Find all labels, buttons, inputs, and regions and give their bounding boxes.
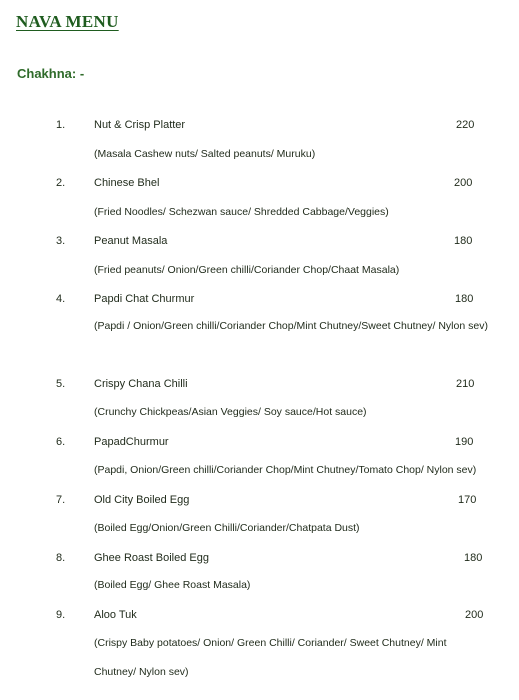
item-3-name: Peanut Masala <box>94 235 168 247</box>
item-9-price: 200 <box>465 609 484 621</box>
item-1-name: Nut & Crisp Platter <box>94 119 186 131</box>
item-5-name: Crispy Chana Chilli <box>94 378 188 390</box>
item-6-number: 6. <box>56 436 66 448</box>
item-5-number: 5. <box>56 378 66 390</box>
item-5-price: 210 <box>456 378 475 390</box>
item-4-name: Papdi Chat Churmur <box>94 293 195 305</box>
item-2-description: (Fried Noodles/ Schezwan sauce/ Shredded Cabbage/Veggies) <box>94 206 389 218</box>
item-1-number: 1. <box>56 119 66 131</box>
item-7-description: (Boiled Egg/Onion/Green Chilli/Coriander/Chatpata Dust) <box>94 522 360 534</box>
item-2-price: 200 <box>454 177 473 189</box>
item-6-price: 190 <box>455 436 474 448</box>
item-2-name: Chinese Bhel <box>94 177 160 189</box>
item-8-name: Ghee Roast Boiled Egg <box>94 552 209 564</box>
item-2-number: 2. <box>56 177 66 189</box>
item-4-description: (Papdi / Onion/Green chilli/Coriander Chop/Mint Chutney/Sweet Chutney/ Nylon sev) <box>94 320 488 332</box>
item-6-description: (Papdi, Onion/Green chilli/Coriander Chop/Mint Chutney/Tomato Chop/ Nylon sev) <box>94 464 477 476</box>
section-title: Chakhna: - <box>17 66 85 81</box>
item-3-description: (Fried peanuts/ Onion/Green chilli/Coriander Chop/Chaat Masala) <box>94 264 400 276</box>
item-9-name: Aloo Tuk <box>94 609 137 621</box>
item-4-price: 180 <box>455 293 474 305</box>
item-3-price: 180 <box>454 235 473 247</box>
item-8-number: 8. <box>56 552 66 564</box>
item-8-description: (Boiled Egg/ Ghee Roast Masala) <box>94 579 251 591</box>
item-7-price: 170 <box>458 494 477 506</box>
item-9-number: 9. <box>56 609 66 621</box>
item-1-price: 220 <box>456 119 475 131</box>
item-5-description: (Crunchy Chickpeas/Asian Veggies/ Soy sauce/Hot sauce) <box>94 406 367 418</box>
menu-title: NAVA MENU <box>16 12 119 31</box>
item-9-description: (Crispy Baby potatoes/ Onion/ Green Chilli/ Coriander/ Sweet Chutney/ Mint Chutney/ Nylon sev) <box>94 637 447 678</box>
item-1-description: (Masala Cashew nuts/ Salted peanuts/ Muruku) <box>94 148 316 160</box>
item-4-number: 4. <box>56 293 66 305</box>
item-6-name: PapadChurmur <box>94 436 169 448</box>
item-8-price: 180 <box>464 552 483 564</box>
item-7-name: Old City Boiled Egg <box>94 494 190 506</box>
item-3-number: 3. <box>56 235 66 247</box>
item-7-number: 7. <box>56 494 66 506</box>
